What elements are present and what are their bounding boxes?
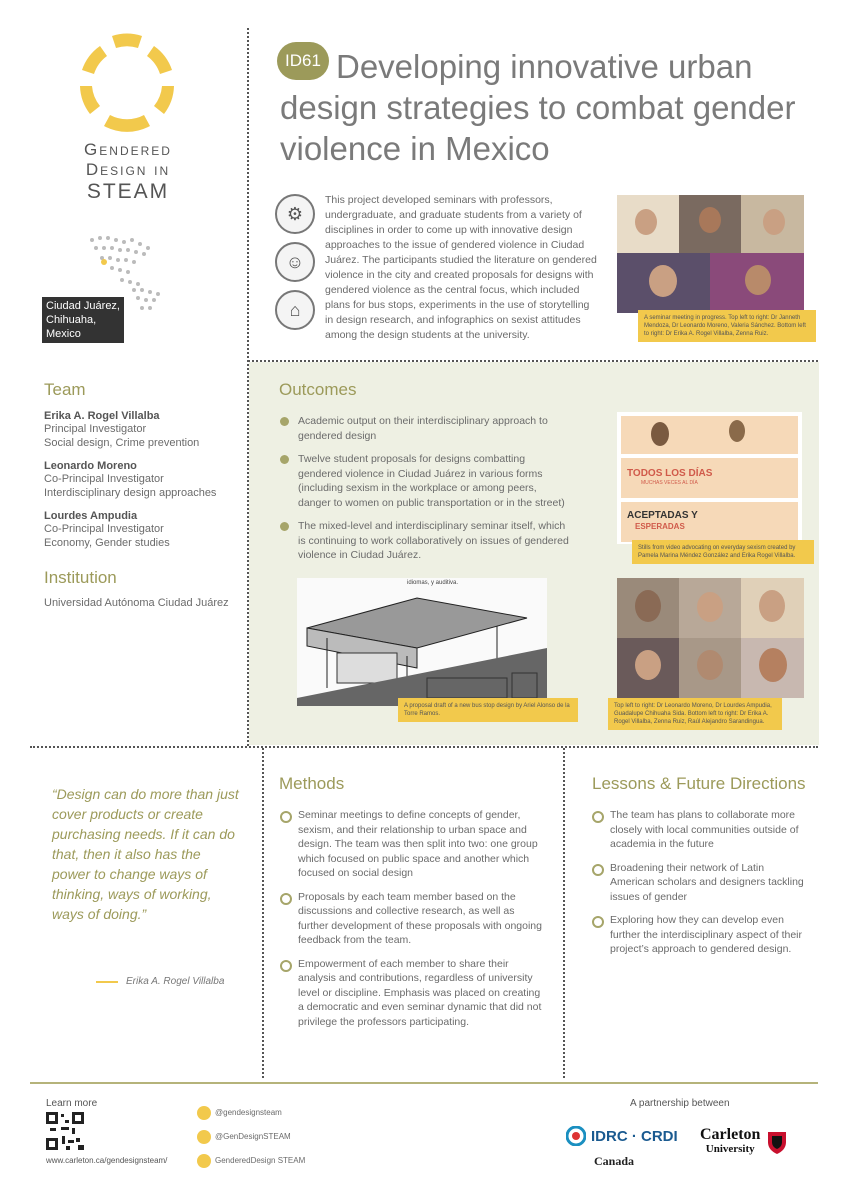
video-stills-caption: Stills from video advocating on everyday sexism created by Pamela Marina Méndez González and Erika Rogel Villalba.: [632, 540, 814, 564]
bus-stop-caption: A proposal draft of a new bus stop design by Ariel Alonso de la Torre Ramos.: [398, 698, 578, 722]
list-item: Proposals by each team member based on the discussions and collective research, as well as further development of these proposals with ongoing feedback from the team.: [280, 890, 542, 948]
qr-code-icon: [46, 1112, 84, 1150]
qr-code[interactable]: [46, 1112, 84, 1150]
idrc-globe-icon: [566, 1126, 586, 1146]
logo-mark-icon: [72, 28, 182, 138]
art-badge: [275, 242, 315, 282]
video-stills: [617, 412, 802, 544]
intro-text: This project developed seminars with professors, undergraduate, and graduate students from a variety of disciplines in order to come up with innovative design approaches to the issue of gendered violence in Ciudad Juárez. The participants studied the literature on gendered violence in the city and created proposals for designs with gendered violence as the central focus, which included plans for bus stops, experiments in the use of storytelling in design research, and infographics on sexist attitudes among the design students at the university.: [325, 194, 597, 341]
vertical-divider: [262, 748, 264, 1078]
still-2-title: TODOS LOS DÍAS: [627, 468, 713, 479]
seminar-photo-caption: A seminar meeting in progress. Top left to right: Dr Janneth Mendoza, Dr Leonardo Moreno, Valeria Sánchez. Bottom left to right: Dr Erika A. Rogel Villalba, Zenna Ruiz.: [638, 310, 816, 342]
list-item: Empowerment of each member to share their analysis and contributions, regardless of university level or discipline. Emphasis was placed on creating a democratic and even seminar dynamic that did not privilege the professors participating.: [280, 957, 542, 1030]
pull-quote: “Design can do more than just cover products or create purchasing needs. If it can do that, then it also has the power to change ways of thinking, ways of working, ways of doing.”: [52, 786, 239, 922]
vertical-divider: [563, 748, 565, 1078]
website-link[interactable]: www.carleton.ca/gendesignsteam/: [46, 1156, 168, 1165]
youtube-icon: [197, 1154, 211, 1168]
lessons-list: [592, 808, 807, 966]
list-item: Academic output on their interdisciplinary approach to gendered design: [280, 414, 570, 443]
seminar-photo: [617, 195, 804, 313]
quote-author: Erika A. Rogel Villalba: [96, 976, 236, 987]
twitter-icon: [197, 1130, 211, 1144]
footer-rule: [30, 1082, 818, 1084]
idrc-logo: IDRC · CRDI: [566, 1126, 678, 1146]
team-member: Leonardo Moreno Co-Principal Investigator Interdisciplinary design approaches: [44, 460, 217, 499]
twitter-link[interactable]: @GenDesignSTEAM: [197, 1130, 305, 1144]
list-item: The mixed-level and interdisciplinary seminar itself, which is continuing to work collaboratively on issues of gendered violence in Ciudad Juárez.: [280, 519, 570, 563]
leaf-house-icon: ⌂: [289, 299, 301, 320]
team-member: Lourdes Ampudia Co-Principal Investigator Economy, Gender studies: [44, 510, 170, 549]
team-heading: Team: [44, 380, 86, 399]
outcomes-heading: Outcomes: [279, 380, 357, 399]
instagram-link[interactable]: @gendesignsteam: [197, 1106, 305, 1120]
still-2-subtitle: MUCHAS VECES AL DÍA: [641, 480, 698, 486]
list-item: Exploring how they can develop even further the interdisciplinary aspect of their project’s approach to gendered design.: [592, 913, 807, 957]
still-3-title: ACEPTADAS Y: [627, 510, 698, 521]
institution-heading: Institution: [44, 568, 117, 587]
team-section: [44, 380, 239, 610]
outcomes-list: [280, 414, 570, 572]
lessons-heading: Lessons & Future Directions: [592, 774, 806, 793]
youtube-link[interactable]: GenderedDesign STEAM: [197, 1154, 305, 1168]
horizontal-divider: [30, 746, 818, 748]
list-item: Twelve student proposals for designs combatting gendered violence in Ciudad Juárez in various forms (including sexism in the workplace or among peers, danger to women on public transportation or in the street): [280, 452, 570, 510]
still-3-subtitle: ESPERADAS: [635, 522, 685, 531]
engineering-badge: [275, 194, 315, 234]
team-photo-caption: Top left to right: Dr Leonardo Moreno, Dr Lourdes Ampudia, Guadalupe Chihuaha Sida. Bottom left to right: Dr Erika A. Rogel Villalba, Zenna Ruiz, Raúl Alejandro Sarandingua.: [608, 698, 782, 730]
theater-masks-icon: ☺: [285, 251, 305, 272]
still-2: [621, 458, 798, 498]
carleton-shield-icon: [766, 1130, 788, 1154]
list-item: Seminar meetings to define concepts of gender, sexism, and their relationship to urban space and design. The team was then split into two: one group which focused on public space and another which focused on social design: [280, 808, 542, 881]
institution-name: Universidad Autónoma Ciudad Juárez: [44, 597, 229, 609]
still-1: [621, 416, 798, 454]
learn-more-label: Learn more: [46, 1098, 98, 1109]
team-photo: [617, 578, 804, 698]
sketch-text: idiomas, y auditiva.: [407, 580, 459, 586]
list-item: Broadening their network of Latin American scholars and designers tackling issues of gender: [592, 861, 807, 905]
id-badge: ID61: [277, 42, 329, 80]
bus-stop-sketch: [297, 578, 547, 706]
logo-title: Gendered Design in STEAM: [84, 140, 172, 203]
still-3: [621, 502, 798, 542]
carleton-logo: Carleton University: [700, 1128, 788, 1156]
list-item: The team has plans to collaborate more closely with local communities outside of academia in the future: [592, 808, 807, 852]
partnership-label: A partnership between: [630, 1098, 730, 1109]
team-member: Erika A. Rogel Villalba Principal Investigator Social design, Crime prevention: [44, 410, 200, 449]
methods-heading: Methods: [279, 774, 345, 793]
built-environment-badge: [275, 290, 315, 330]
location-label: Ciudad Juárez, Chihuaha, Mexico: [42, 297, 124, 343]
canada-wordmark: Canada: [594, 1154, 635, 1168]
social-links: [197, 1106, 305, 1168]
instagram-icon: [197, 1106, 211, 1120]
robot-arm-icon: ⚙: [286, 203, 304, 224]
page-title: Developing innovative urban design strategies to combat gender violence in Mexico: [280, 48, 796, 167]
bus-stop-drawing-icon: [297, 578, 547, 706]
logo: [72, 28, 182, 138]
methods-list: [280, 808, 542, 1038]
